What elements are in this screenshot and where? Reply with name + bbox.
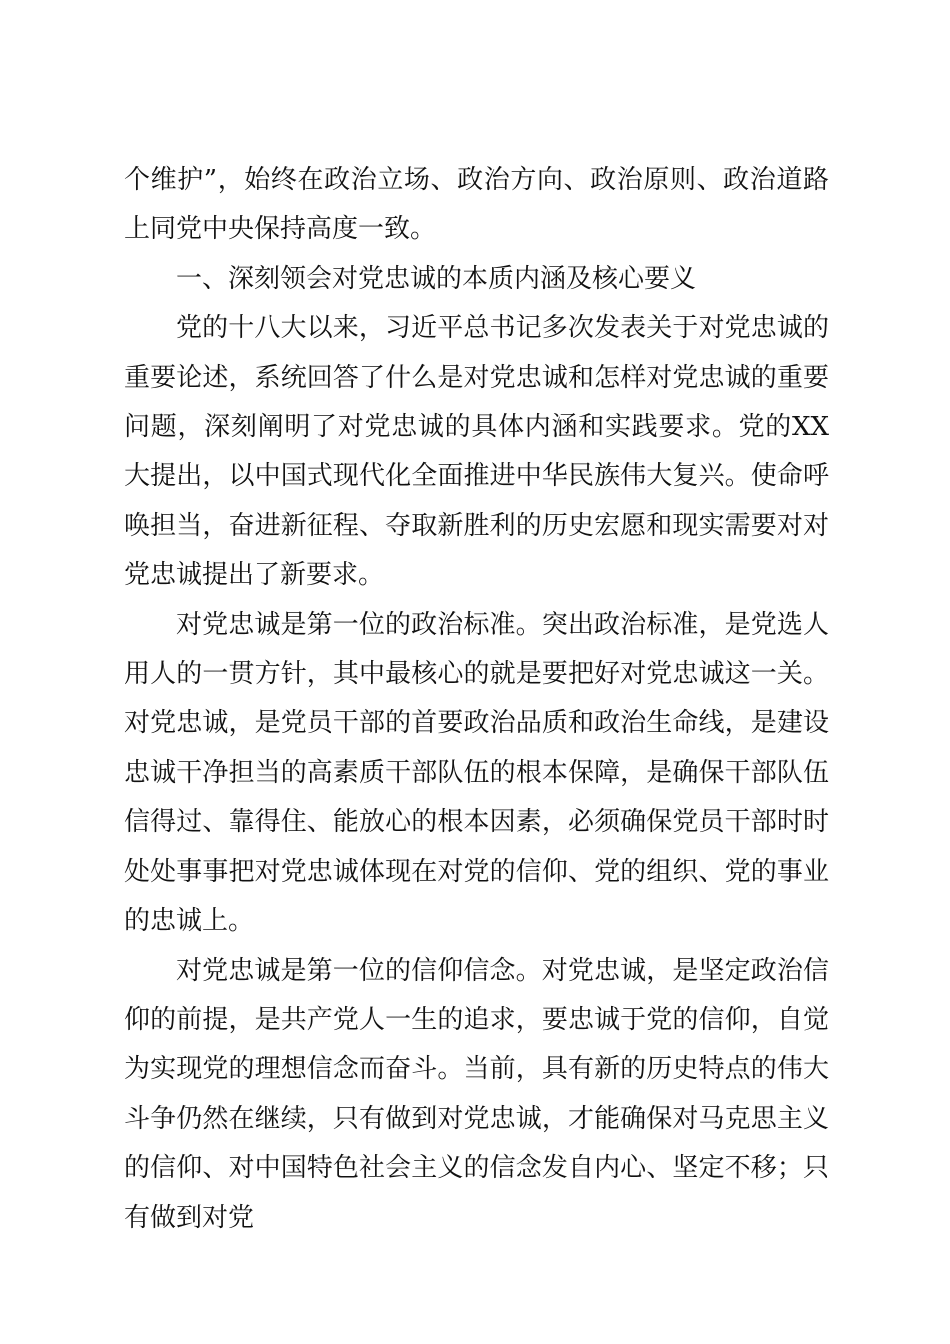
- section-heading: 一、深刻领会对党忠诚的本质内涵及核心要义: [176, 263, 697, 294]
- paragraph-political-standard: 对党忠诚是第一位的政治标准。突出政治标准，是党选人用人的一贯方针，其中最核心的就是要把好对党忠诚这一关。对党忠诚，是党员干部的首要政治品质和政治生命线，是建设忠诚干净担当的高素质干部队伍的根本保障，是确保干部队伍信得过、靠得住、能放心的根本因素，必须确保党员干部时时处处事事把对党忠诚体现在对党的信仰、党的组织、党的事业的忠诚上。: [124, 609, 829, 937]
- paragraph-belief: 对党忠诚是第一位的信仰信念。对党忠诚，是坚定政治信仰的前提，是共产党人一生的追求，要忠诚于党的信仰，自觉为实现党的理想信念而奋斗。当前，具有新的历史特点的伟大斗争仍然在继续，只有做到对党忠诚，才能确保对马克思主义的信仰、对中国特色社会主义的信念发自内心、坚定不移；只有做到对党: [124, 955, 829, 1233]
- paragraph-intro: 党的十八大以来，习近平总书记多次发表关于对党忠诚的重要论述，系统回答了什么是对党忠诚和怎样对党忠诚的重要问题，深刻阐明了对党忠诚的具体内涵和实践要求。党的XX大提出，以中国式现代化全面推进中华民族伟大复兴。使命呼唤担当，奋进新征程、夺取新胜利的历史宏愿和现实需要对对党忠诚提出了新要求。: [124, 313, 829, 591]
- document-body: [124, 156, 829, 1243]
- paragraph-continuation: 个维护”，始终在政治立场、政治方向、政治原则、政治道路上同党中央保持高度一致。: [124, 165, 829, 245]
